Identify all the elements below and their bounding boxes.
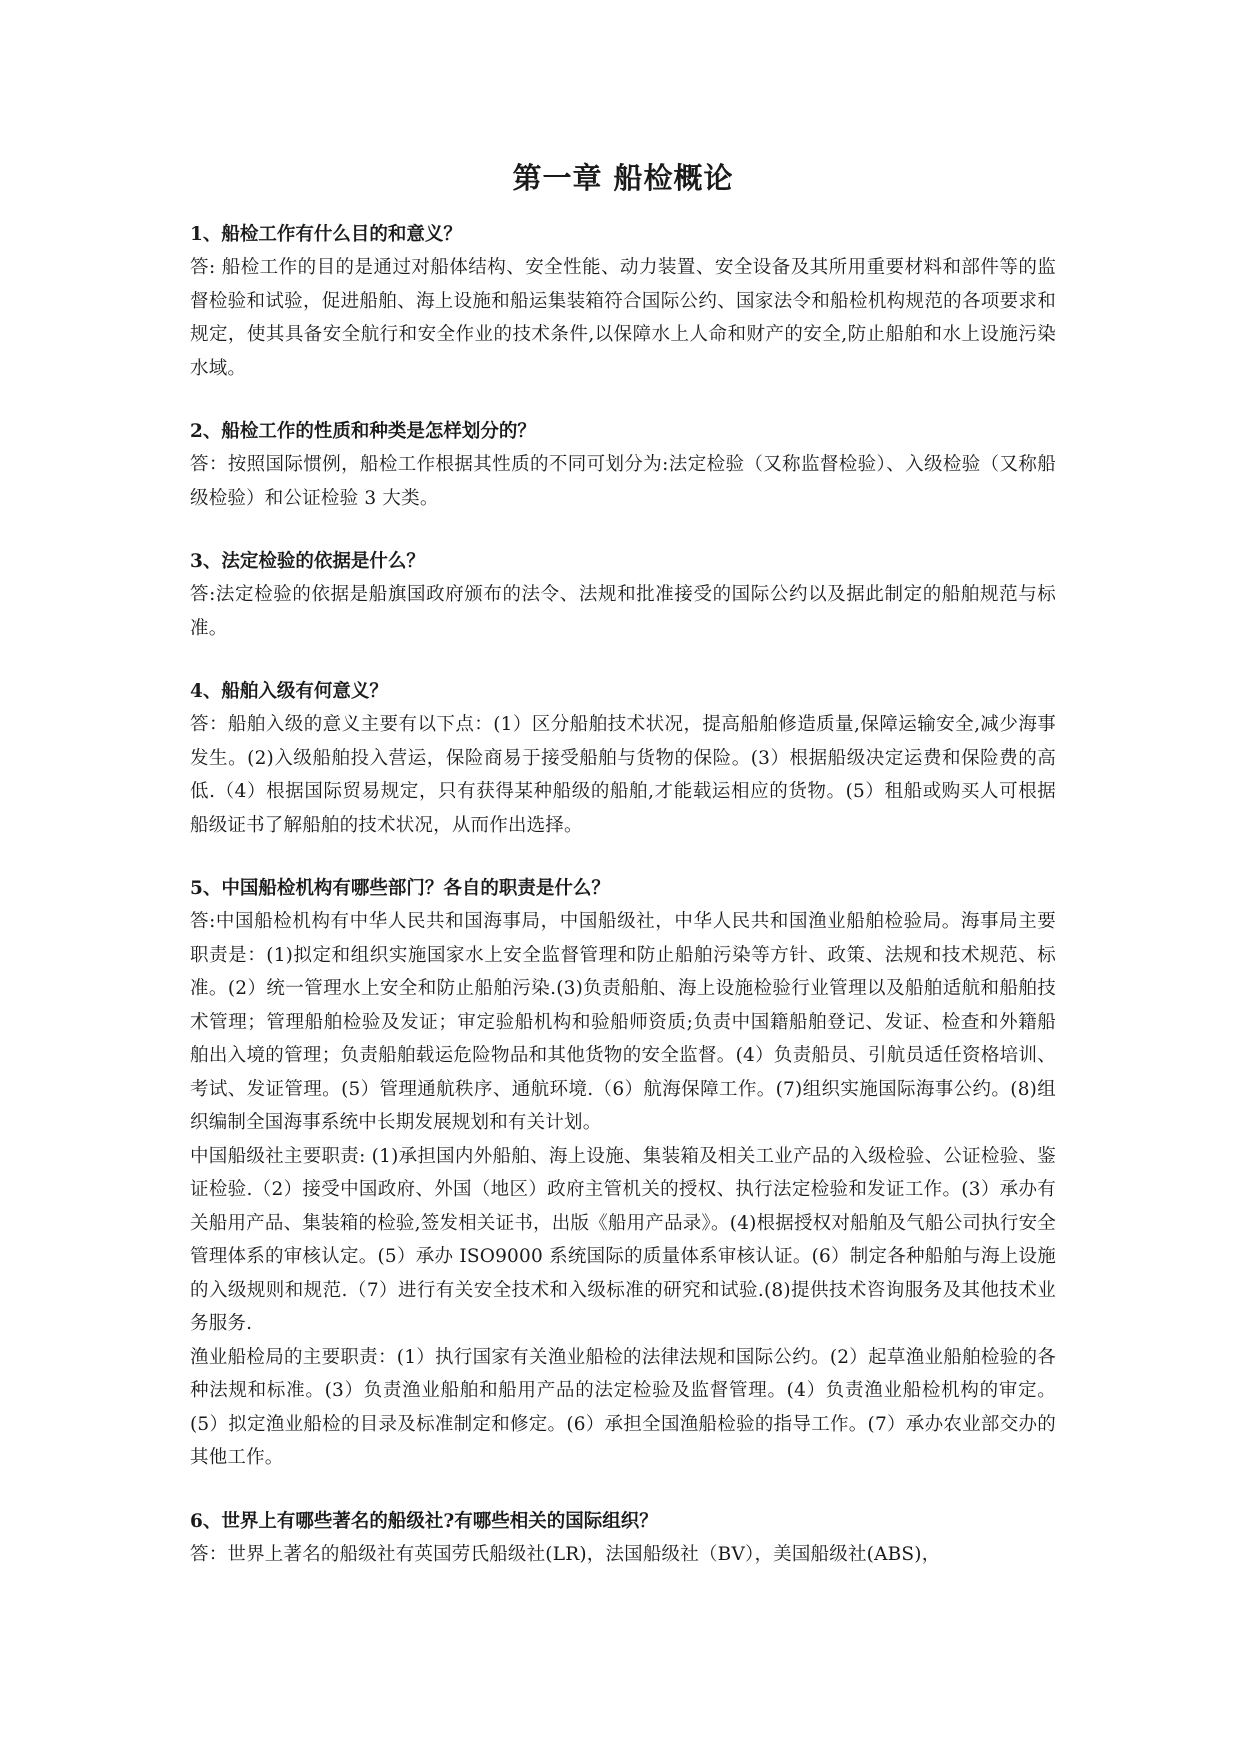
answer-6: 答：世界上著名的船级社有英国劳氏船级社(LR)，法国船级社（BV），美国船级社(ABS)，	[190, 1543, 941, 1565]
answer-3: 答:法定检验的依据是船旗国政府颁布的法令、法规和批准接受的国际公约以及据此制定的船舶规范与标准。	[190, 584, 1056, 639]
question-3: 3、法定检验的依据是什么？	[190, 551, 425, 572]
question-4: 4、船舶入级有何意义？	[190, 681, 388, 702]
document-page	[190, 158, 1056, 1601]
answer-4: 答：船舶入级的意义主要有以下点：(1）区分船舶技术状况，提高船舶修造质量,保障运输安全,减少海事发生。(2)入级船舶投入营运，保险商易于接受船舶与货物的保险。(3）根据船级决定运费和保险费的高低.（4）根据国际贸易规定，只有获得某种船级的船舶,才能载运相应的货物。(5）租船或购买人可根据船级证书了解船舶的技术状况，从而作出选择。	[190, 714, 1057, 836]
question-1: 1、船检工作有什么目的和意义？	[190, 224, 462, 245]
qa-item-5	[190, 872, 1056, 1475]
answer-1: 答: 船检工作的目的是通过对船体结构、安全性能、动力装置、安全设备及其所用重要材料和部件等的监督检验和试验，促进船舶、海上设施和船运集装箱符合国际公约、国家法令和船检机构规范的各项要求和规定，使其具备安全航行和安全作业的技术条件,以保障水上人命和财产的安全,防止船舶和水上设施污染水域。	[190, 257, 1056, 379]
qa-item-1	[190, 218, 1056, 385]
answer-2: 答：按照国际惯例，船检工作根据其性质的不同可划分为:法定检验（又称监督检验）、入级检验（又称船级检验）和公证检验 3 大类。	[190, 454, 1056, 509]
question-5: 5、中国船检机构有哪些部门？各自的职责是什么？	[190, 878, 610, 899]
chapter-title: 第一章 船检概论	[512, 161, 734, 195]
answer-5-msa: 答:中国船检机构有中华人民共和国海事局，中国船级社，中华人民共和国渔业船舶检验局。海事局主要职责是：(1)拟定和组织实施国家水上安全监督管理和防止船舶污染等方针、政策、法规和技术规范、标准。(2）统一管理水上安全和防止船舶污染.(3)负责船舶、海上设施检验行业管理以及船舶适航和船舶技术管理；管理船舶检验及发证；审定验船机构和验船师资质;负责中国籍船舶登记、发证、检查和外籍船舶出入境的管理；负责船舶载运危险物品和其他货物的安全监督。(4）负责船员、引航员适任资格培训、考试、发证管理。(5）管理通航秩序、通航环境.（6）航海保障工作。(7)组织实施国际海事公约。(8)组织编制全国海事系统中长期发展规划和有关计划。	[190, 911, 1056, 1133]
qa-item-2	[190, 415, 1056, 515]
qa-item-4	[190, 675, 1056, 842]
answer-5-fishery: 渔业船检局的主要职责：(1）执行国家有关渔业船检的法律法规和国际公约。(2）起草渔业船舶检验的各种法规和标准。(3）负责渔业船舶和船用产品的法定检验及监督管理。(4）负责渔业船检机构的审定。(5）拟定渔业船检的目录及标准制定和修定。(6）承担全国渔船检验的指导工作。(7）承办农业部交办的其他工作。	[190, 1346, 1056, 1468]
question-2: 2、船检工作的性质和种类是怎样划分的？	[190, 421, 536, 442]
qa-item-3	[190, 545, 1056, 645]
question-6: 6、世界上有哪些著名的船级社?有哪些相关的国际组织？	[190, 1510, 658, 1532]
answer-5-ccs: 中国船级社主要职责: (1)承担国内外船舶、海上设施、集装箱及相关工业产品的入级检验、公证检验、鉴证检验.（2）接受中国政府、外国（地区）政府主管机关的授权、执行法定检验和发证工作。(3）承办有关船用产品、集装箱的检验,签发相关证书，出版《船用产品录》。(4)根据授权对船舶及气船公司执行安全管理体系的审核认定。(5）承办 ISO9000 系统国际的质量体系审核认证。(6）制定各种船舶与海上设施的入级规则和规范.（7）进行有关安全技术和入级标准的研究和试验.(8)提供技术咨询服务及其他技术业务服务.	[190, 1145, 1056, 1334]
qa-item-6	[190, 1505, 1056, 1572]
